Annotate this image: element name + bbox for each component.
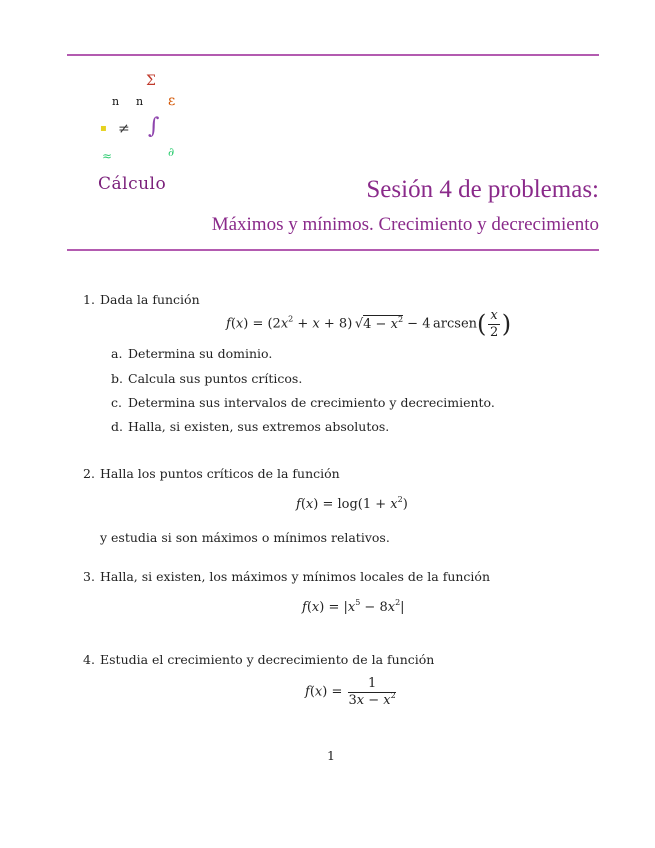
logo-epsilon-glyph: ε (168, 93, 176, 109)
header-rule-bottom (67, 249, 599, 251)
header-rule-top (67, 54, 599, 56)
problem-1-part-c-label: c. (111, 395, 122, 410)
problem-2-after: y estudia si son máximos o mínimos relativos. (100, 530, 390, 545)
problem-1-intro: Dada la función (100, 292, 200, 307)
calculo-logo (96, 70, 192, 198)
logo-n-glyph: n (112, 95, 120, 108)
problem-1-part-d-label: d. (111, 419, 123, 434)
logo-n-glyph-2: n (136, 95, 144, 108)
problem-1-part-c-text: Determina sus intervalos de crecimiento y decrecimiento. (128, 395, 495, 410)
page-subtitle: Máximos y mínimos. Crecimiento y decrecimiento (211, 214, 599, 235)
problem-2-intro: Halla los puntos críticos de la función (100, 466, 340, 481)
problem-4-number: 4. (83, 652, 95, 667)
problem-4-formula: f(x) = $\frac{1}{3x - x^2}$ (305, 676, 396, 708)
problem-4-intro: Estudia el crecimiento y decrecimiento de la función (100, 652, 435, 667)
logo-integral-glyph: ∫ (148, 114, 160, 139)
logo-approx-glyph: ≈ (102, 149, 113, 163)
problem-1-part-b-text: Calcula sus puntos críticos. (128, 371, 303, 386)
page-title: Sesión 4 de problemas: (366, 176, 599, 203)
problem-1-part-d-text: Halla, si existen, sus extremos absolutos. (128, 419, 390, 434)
problem-1-part-a-text: Determina su dominio. (128, 346, 273, 361)
logo-partial-glyph: ∂ (168, 145, 175, 159)
page-number: 1 (327, 748, 335, 763)
problem-3-number: 3. (83, 569, 95, 584)
problem-1-part-a-label: a. (111, 346, 123, 361)
problem-3-intro: Halla, si existen, los máximos y mínimos locales de la función (100, 569, 491, 584)
problem-1-formula: $f(x) = (2x^2 + x + 8) √4 - x^2 - 4$ arcsen( $\frac{x}{2}$ ) (226, 308, 512, 340)
logo-neq-glyph: ≠ (118, 121, 130, 137)
problem-1-part-b-label: b. (111, 371, 123, 386)
problem-2-number: 2. (83, 466, 95, 481)
problem-2-formula: $f(x) = \log(1 + x^2)$ (296, 495, 408, 512)
logo-word: Cálculo (98, 174, 167, 194)
logo-yellow-mark: ▪ (100, 123, 107, 134)
problem-3-formula: $f(x) = |x^5 - 8x^2|$ (302, 598, 405, 615)
problem-1-number: 1. (83, 292, 95, 307)
logo-sigma-glyph: Σ (146, 73, 156, 89)
